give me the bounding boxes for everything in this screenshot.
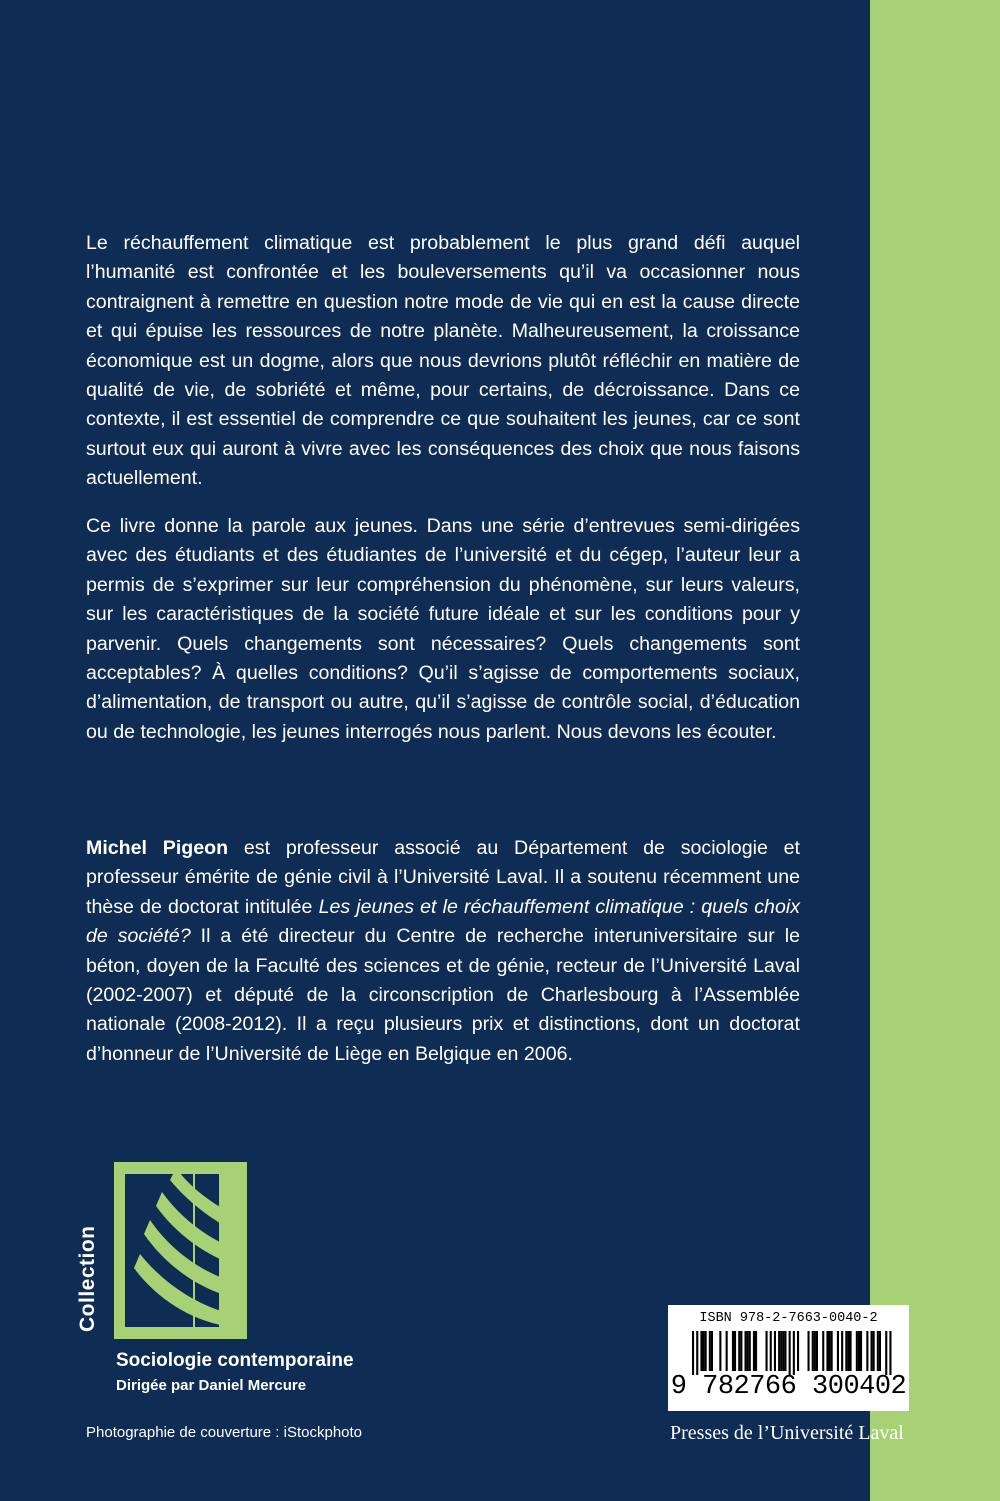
barcode-bar bbox=[877, 1331, 879, 1371]
barcode-bar bbox=[703, 1331, 705, 1371]
barcode-bar bbox=[866, 1331, 868, 1371]
isbn-barcode bbox=[668, 1305, 909, 1411]
thesis-title: Les jeunes et le réchauffement climatique : quels choix de société? bbox=[86, 895, 800, 948]
barcode-bar bbox=[789, 1331, 791, 1375]
barcode-bar bbox=[774, 1331, 776, 1371]
barcode-bar bbox=[873, 1331, 875, 1371]
barcode-bar bbox=[738, 1331, 740, 1371]
barcode-bar bbox=[778, 1331, 780, 1371]
barcode-bar bbox=[845, 1331, 847, 1371]
barcode-bar bbox=[860, 1331, 862, 1371]
barcode-bar bbox=[889, 1331, 891, 1375]
publisher-name: Presses de l’Université Laval bbox=[670, 1422, 904, 1444]
barcode-bar bbox=[705, 1331, 707, 1371]
barcode-bar bbox=[784, 1331, 786, 1371]
open-book-pages-icon bbox=[114, 1162, 247, 1339]
barcode-bar bbox=[780, 1331, 782, 1371]
author-bio-text-2: Il a été directeur du Centre de recherche interuniversitaire sur le béton, doyen de la Faculté des sciences et de génie, recteur de l’Université Laval (2002-2007) et député de la circonscription de Charlesbourg à l’Assemblée nationale (2008-2012). Il a reçu plusieurs prix et distinctions, dont un doctorat d’honneur de l’Université de Liège en Belgique en 2006. bbox=[86, 925, 800, 1065]
cover-photo-credit: Photographie de couverture : iStockphoto bbox=[86, 1424, 363, 1441]
isbn-label: ISBN 978-2-7663-0040-2 bbox=[699, 1311, 878, 1326]
barcode-bar bbox=[879, 1331, 881, 1371]
barcode-bar bbox=[696, 1331, 698, 1375]
barcode-bar bbox=[709, 1331, 711, 1371]
barcode-bar bbox=[831, 1331, 833, 1371]
barcode-digits: 9 782766 300402 bbox=[670, 1372, 907, 1402]
barcode-bar bbox=[822, 1331, 824, 1371]
green-edge-strip bbox=[870, 0, 1000, 1501]
barcode-bar bbox=[826, 1331, 828, 1371]
barcode-bar bbox=[740, 1331, 742, 1371]
barcode-bar bbox=[793, 1331, 795, 1375]
barcode-bar bbox=[732, 1331, 734, 1371]
description-paragraph-2: Ce livre donne la parole aux jeunes. Dans une série d’entrevues semi-dirigées avec des étudiants et des étudiantes de l’université et du cégep, l’auteur leur a permis de s’exprimer sur leur compréhension du phénomène, sur leurs valeurs, sur les caractéristiques de la société future idéale et sur les conditions pour y parvenir. Quels changements sont nécessaires? Quels changements sont acceptables? À quelles conditions? Qu’il s’agisse de comportements sociaux, d’alimentation, de transport ou autre, qu’il s’agisse de contrôle social, d’éducation ou de technologie, les jeunes interrogés nous parlent. Nous devons les écouter. bbox=[86, 515, 800, 743]
barcode-bar bbox=[814, 1331, 816, 1371]
barcode-bar bbox=[747, 1331, 749, 1371]
barcode-bar bbox=[726, 1331, 728, 1371]
author-bio-text-1: est professeur associé au Département de sociologie et professeur émérite de génie civil à l’Université Laval. Il a soutenu récemment une thèse de doctorat intitulée bbox=[86, 837, 800, 918]
barcode-bar bbox=[829, 1331, 831, 1371]
barcode-bar bbox=[871, 1331, 873, 1371]
author-bio bbox=[86, 834, 800, 1069]
barcode-bar bbox=[856, 1331, 858, 1371]
barcode-bar bbox=[837, 1331, 839, 1371]
barcode-bar bbox=[755, 1331, 757, 1371]
barcode-bars bbox=[680, 1331, 897, 1375]
barcode-bar bbox=[711, 1331, 713, 1371]
barcode-bar bbox=[841, 1331, 843, 1371]
barcode-bar bbox=[770, 1331, 772, 1371]
barcode-bar bbox=[808, 1331, 810, 1371]
barcode-bar bbox=[692, 1331, 694, 1375]
collection-label: Collection bbox=[76, 1225, 99, 1332]
barcode-bar bbox=[850, 1331, 852, 1371]
collection-editor: Dirigée par Daniel Mercure bbox=[116, 1377, 307, 1394]
barcode-bar bbox=[766, 1331, 768, 1371]
description-paragraph-1: Le réchauffement climatique est probablement le plus grand défi auquel l’humanité est confrontée et les bouleversements qu’il va occasionner nous contraignent à remettre en question notre mode de vie qui en est la cause directe et qui épuise les ressources de notre planète. Malheureusement, la croissance économique est un dogme, alors que nous devrions plutôt réfléchir en matière de qualité de vie, de sobriété et même, pour certains, de décroissance. Dans ce contexte, il est essentiel de comprendre ce que souhaitent les jeunes, car ce sont surtout eux qui auront à vivre avec les conséquences des choix que nous faisons actuellement. bbox=[86, 232, 800, 490]
author-name: Michel Pigeon bbox=[86, 837, 229, 859]
barcode-bar bbox=[745, 1331, 747, 1371]
barcode-bar bbox=[782, 1331, 784, 1371]
collection-name: Sociologie contemporaine bbox=[116, 1350, 354, 1371]
barcode-bar bbox=[719, 1331, 721, 1371]
barcode-bar bbox=[700, 1331, 702, 1371]
barcode-bar bbox=[885, 1331, 887, 1375]
barcode-bar bbox=[797, 1331, 799, 1371]
barcode-bar bbox=[816, 1331, 818, 1371]
barcode-bar bbox=[734, 1331, 736, 1371]
barcode-bar bbox=[753, 1331, 755, 1371]
barcode-bar bbox=[749, 1331, 751, 1371]
barcode-bar bbox=[858, 1331, 860, 1371]
barcode-bar bbox=[847, 1331, 849, 1371]
barcode-bar bbox=[812, 1331, 814, 1371]
